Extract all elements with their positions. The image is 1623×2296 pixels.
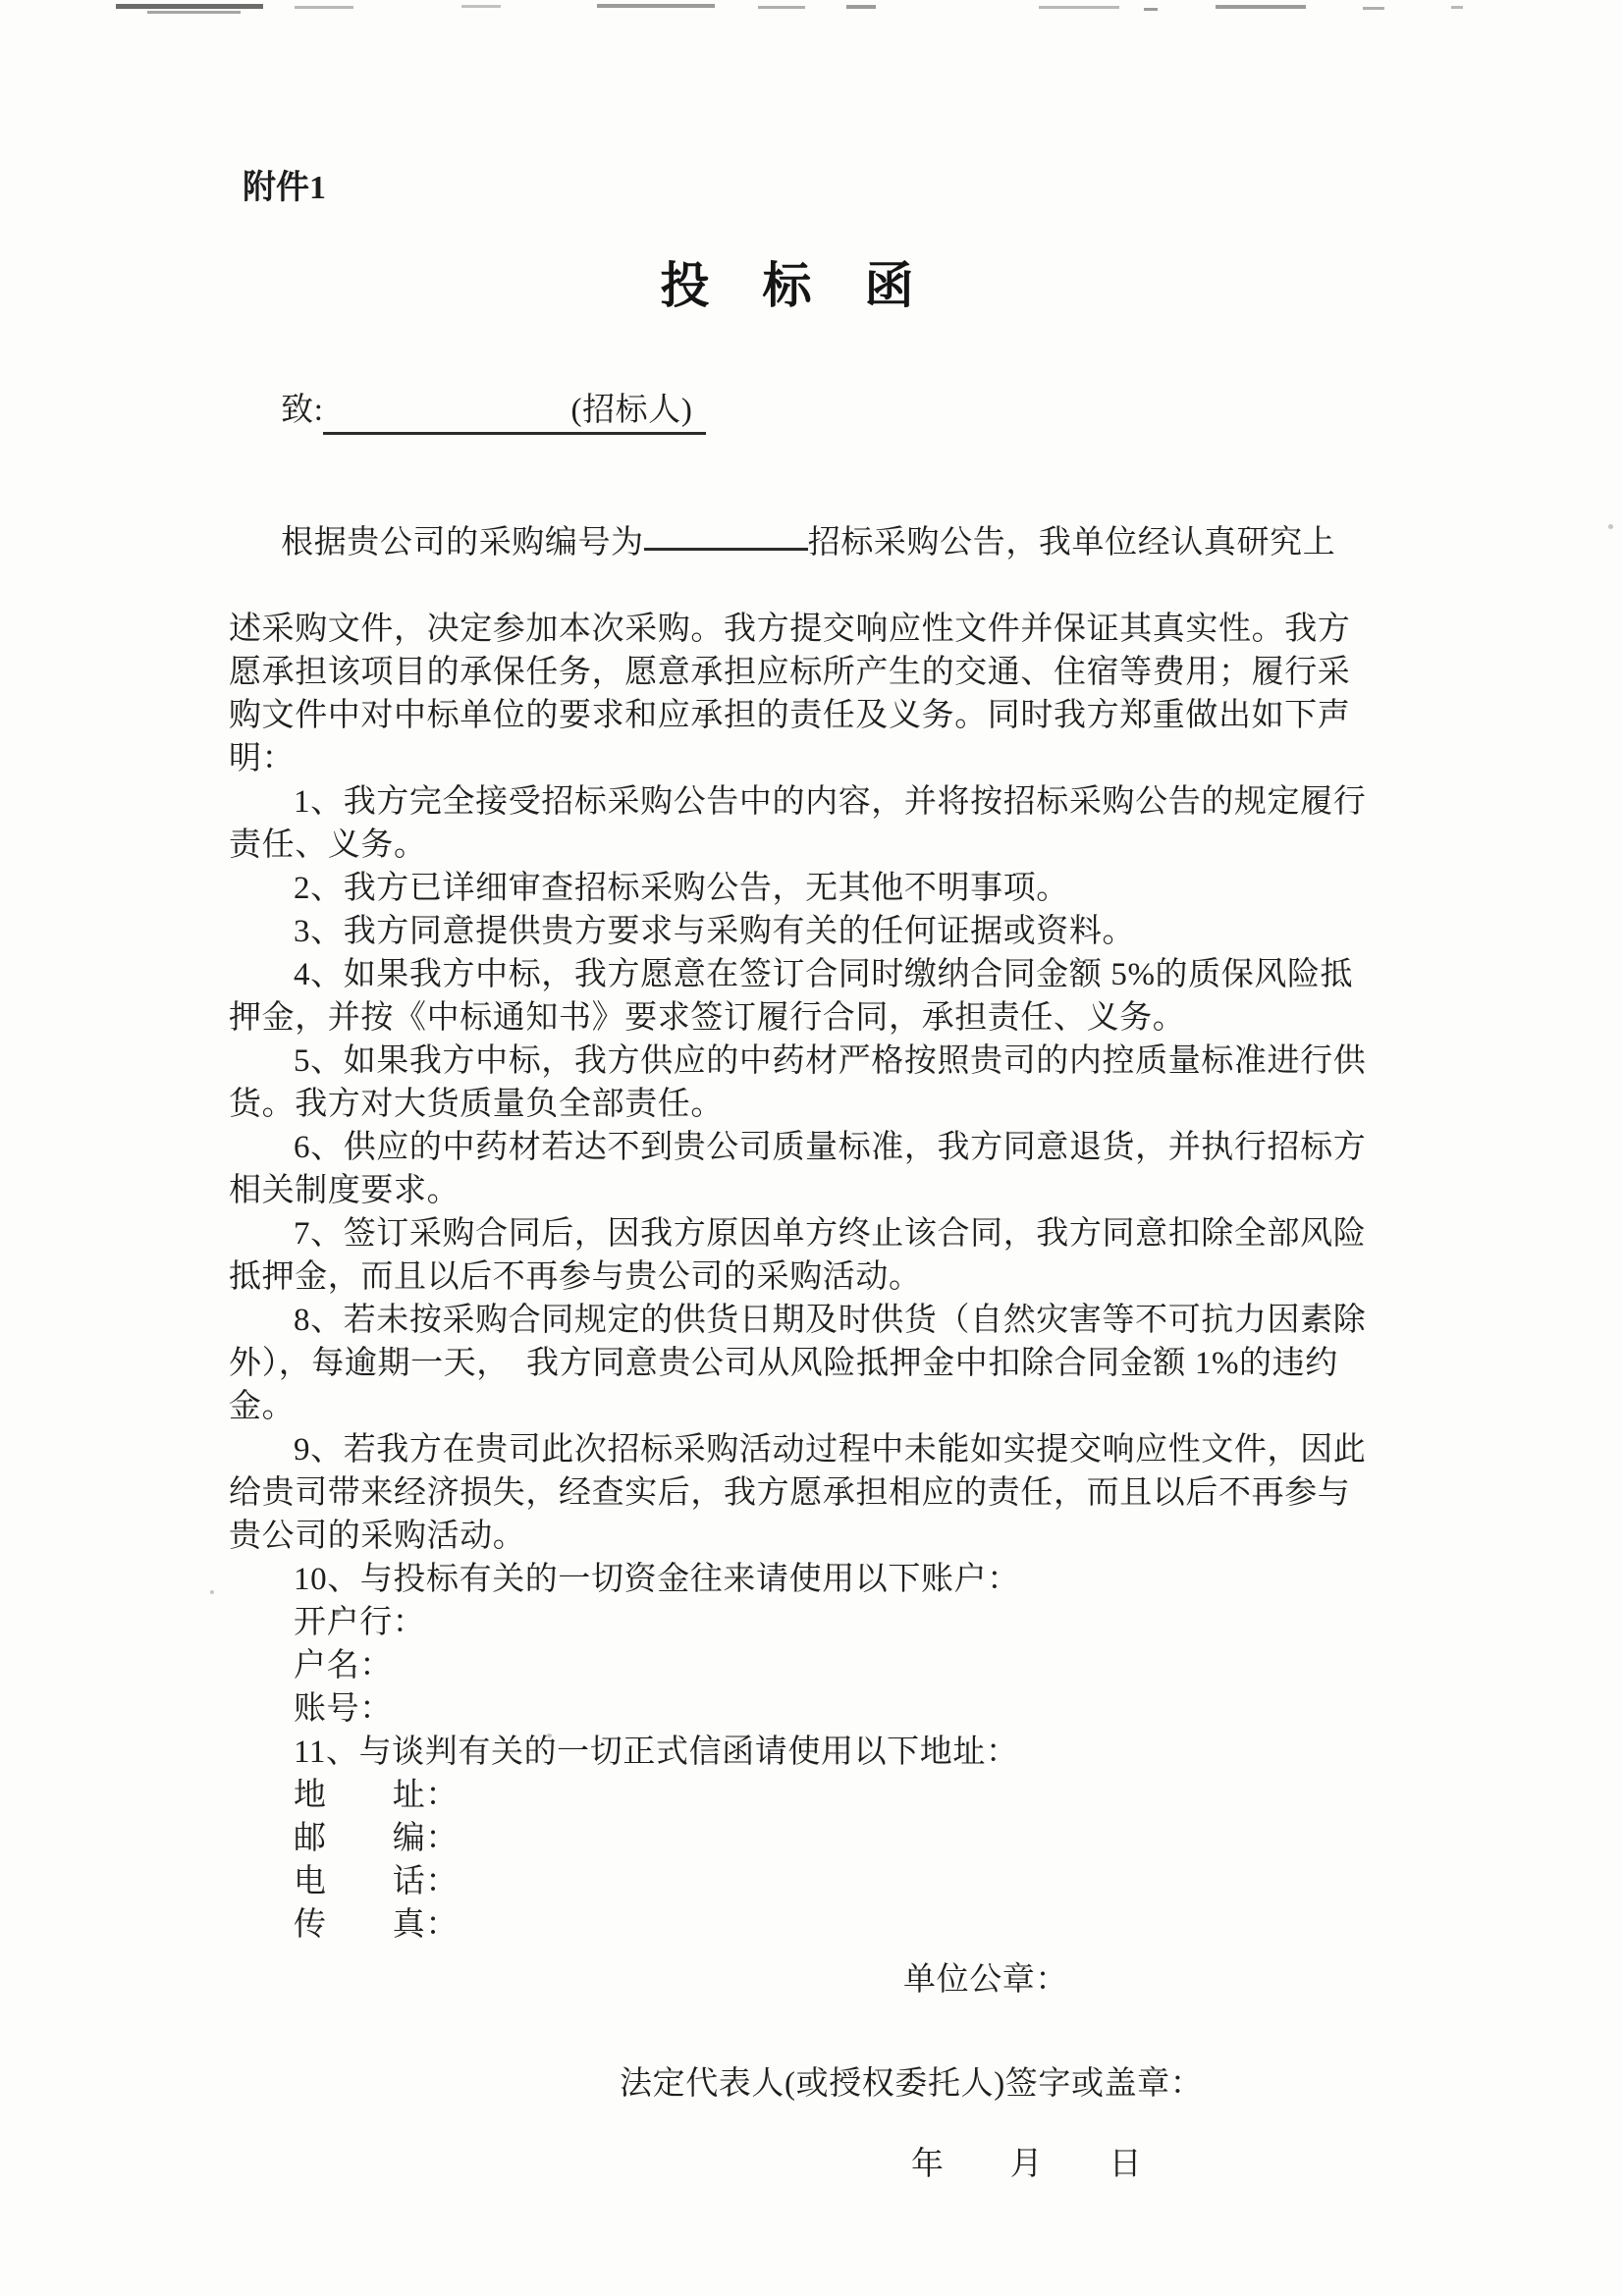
document-line: 购文件中对中标单位的要求和应承担的责任及义务。同时我方郑重做出如下声: [229, 698, 1351, 733]
document-line: 户名：: [294, 1648, 393, 1683]
document-title: 投 标 函: [660, 258, 916, 313]
scan-artifact: [1039, 6, 1119, 9]
intro-line: [229, 478, 1347, 608]
document-line: 责任、义务。: [229, 828, 427, 863]
document-line: 述采购文件，决定参加本次采购。我方提交响应性文件并保证其真实性。我方: [229, 612, 1351, 647]
procurement-number-blank-field: [644, 548, 808, 551]
scan-artifact: [295, 6, 353, 9]
salutation-line: [229, 346, 1347, 478]
document-line: 7、签订采购合同后，因我方原因单方终止该合同，我方同意扣除全部风险: [294, 1216, 1367, 1252]
document-line: 1、我方完全接受招标采购公告中的内容，并将按招标采购公告的规定履行: [294, 784, 1367, 820]
document-line: 愿承担该项目的承保任务，愿意承担应标所产生的交通、住宿等费用；履行采: [229, 655, 1351, 690]
document-line: 账号：: [294, 1691, 393, 1727]
company-seal-label: 单位公章：: [903, 1962, 1068, 1998]
document-line: 开户行：: [294, 1605, 426, 1640]
document-line: 明：: [229, 741, 296, 776]
scan-artifact: [1144, 8, 1158, 11]
document-line: 邮 编：: [294, 1821, 459, 1856]
intro-text-after-blank: 招标采购公告，我单位经认真研究上: [807, 525, 1336, 561]
scan-artifact: [116, 4, 263, 9]
document-line: 贵公司的采购活动。: [229, 1519, 526, 1554]
document-line: 外），每逾期一天， 我方同意贵公司从风险抵押金中扣除合同金额 1%的违约: [229, 1346, 1338, 1381]
document-line: 9、若我方在贵司此次招标采购活动过程中未能如实提交响应性文件，因此: [294, 1432, 1367, 1468]
document-line: 11、与谈判有关的一切正式信函请使用以下地址：: [294, 1735, 1019, 1770]
document-content: [229, 167, 1367, 2186]
document-line: 货。我方对大货质量负全部责任。: [229, 1087, 724, 1122]
document-line: 电 话：: [294, 1864, 459, 1899]
document-line: 金。: [229, 1389, 296, 1424]
attachment-label: 附件1: [243, 170, 326, 206]
salutation-underline: [323, 389, 706, 435]
document-line: 押金，并按《中标通知书》要求签订履行合同，承担责任、义务。: [229, 1000, 1186, 1036]
scan-artifact: [461, 5, 501, 8]
document-line: 6、供应的中药材若达不到贵公司质量标准，我方同意退货，并执行招标方: [294, 1130, 1367, 1165]
document-line: 8、若未按采购合同规定的供货日期及时供货（自然灾害等不可抗力因素除: [294, 1303, 1367, 1338]
scan-artifact: [597, 4, 715, 8]
document-line: 抵押金，而且以后不再参与贵公司的采购活动。: [229, 1259, 922, 1295]
scan-artifact: [1363, 7, 1384, 10]
scan-speck: [210, 1590, 214, 1594]
scan-artifact: [846, 5, 876, 9]
scan-artifact: [758, 6, 805, 9]
document-line: 4、如果我方中标，我方愿意在签订合同时缴纳合同金额 5%的质保风险抵: [294, 957, 1354, 992]
document-line: 2、我方已详细审查招标采购公告，无其他不明事项。: [294, 871, 1069, 906]
salutation-addressee: (招标人): [570, 393, 693, 428]
legal-representative-signature-label: 法定代表人(或授权委托人)签字或盖章：: [620, 2066, 1204, 2102]
date-line: 年 月 日: [911, 2147, 1143, 2182]
document-line: 传 真：: [294, 1907, 459, 1943]
intro-text-before-blank: 根据贵公司的采购编号为: [281, 525, 644, 561]
scan-speck: [1608, 524, 1613, 529]
document-line: 地 址：: [294, 1778, 459, 1813]
document-line: 给贵司带来经济损失，经查实后，我方愿承担相应的责任，而且以后不再参与: [229, 1475, 1351, 1511]
scan-artifact: [1451, 6, 1463, 9]
salutation-prefix: 致:: [281, 393, 324, 428]
scan-artifact: [1216, 5, 1306, 9]
document-line: 5、如果我方中标，我方供应的中药材严格按照贵司的内控质量标准进行供: [294, 1043, 1367, 1079]
document-line: 3、我方同意提供贵方要求与采购有关的任何证据或资料。: [294, 914, 1136, 949]
document-line: 相关制度要求。: [229, 1173, 460, 1208]
document-body: [229, 608, 1367, 1947]
document-line: 10、与投标有关的一切资金往来请使用以下账户：: [294, 1562, 1020, 1597]
scan-artifact: [147, 11, 241, 14]
